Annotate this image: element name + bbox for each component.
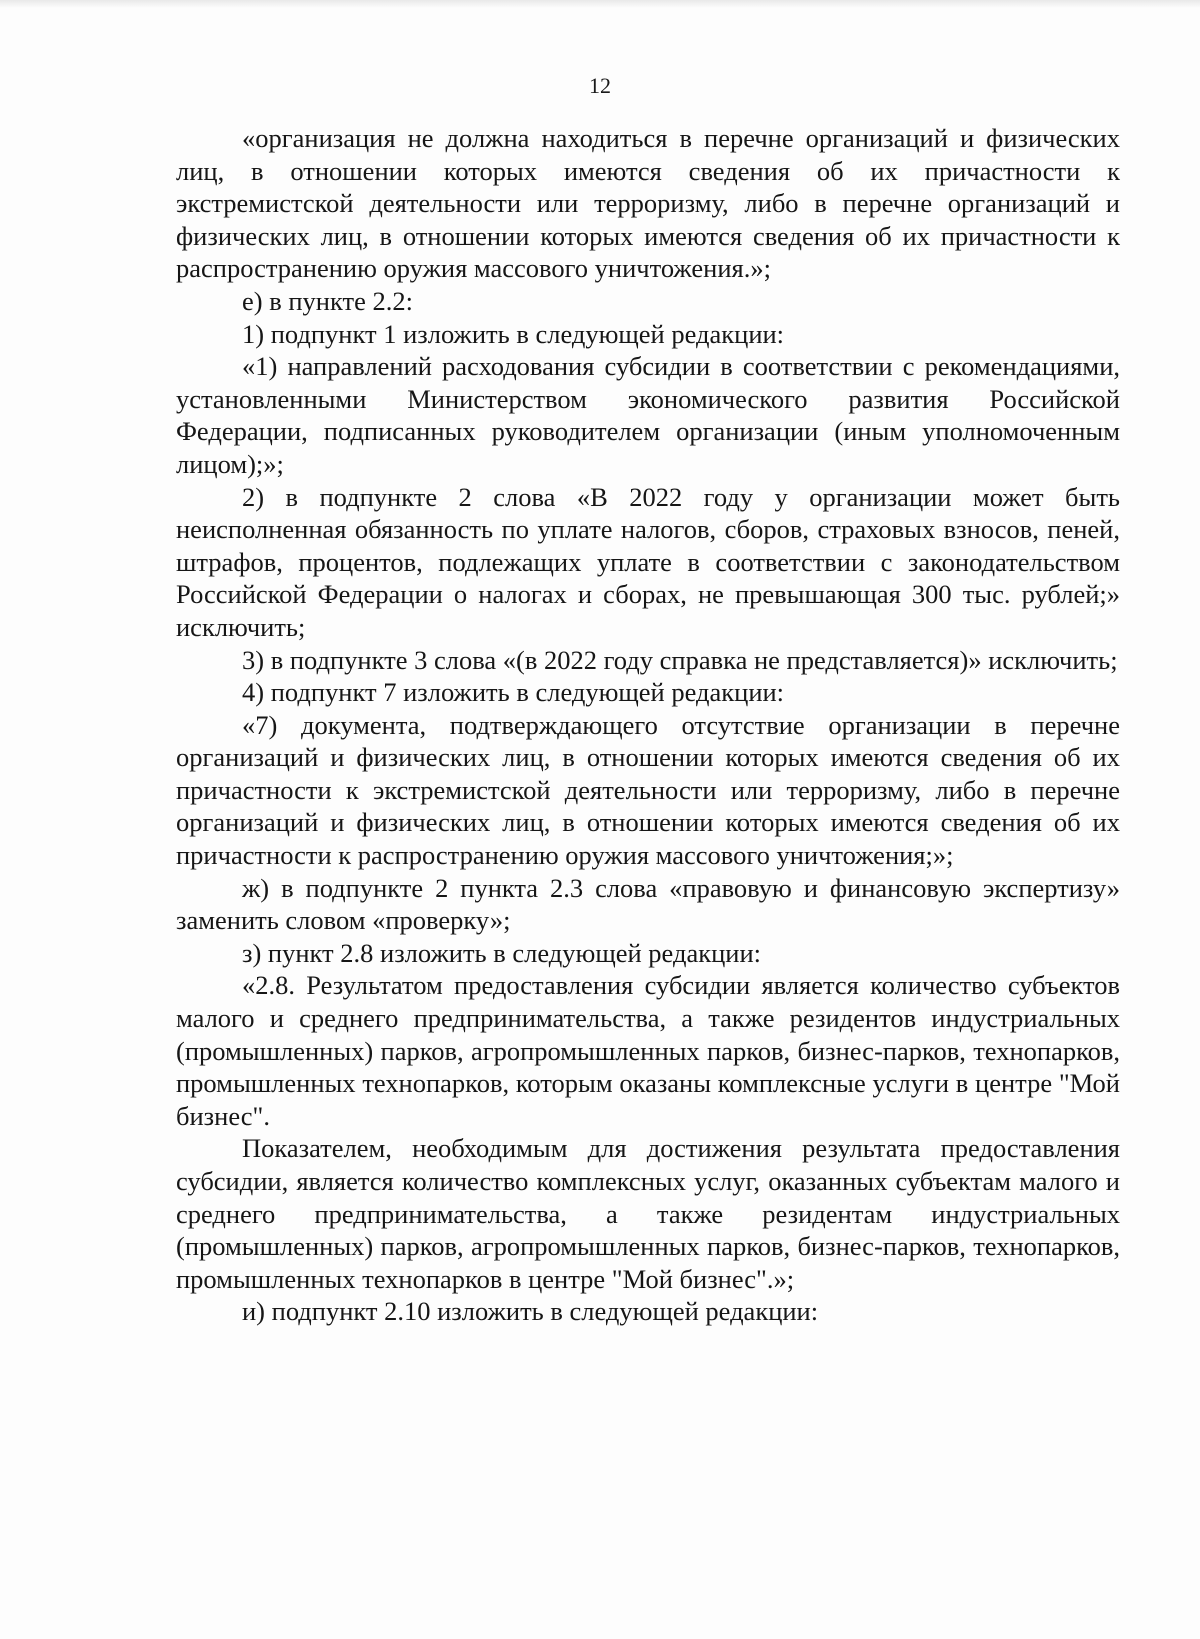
- paragraph-subitem-7-text: «7) документа, подтверждающего отсутствие организации в перечне организаций и физических лиц, в отношении которых имеются сведения об их причастности к экстремистской деятельности или терроризму, либо в перечне организаций и физических лиц, в отношении которых имеются сведения об их причастности к распространению оружия массового уничтожения;»;: [176, 709, 1120, 871]
- paragraph-item-z: з) пункт 2.8 изложить в следующей редакции:: [242, 937, 761, 968]
- paragraph-organization-requirement: «организация не должна находиться в перечне организаций и физических лиц, в отношении которых имеются сведения об их причастности к экстремистской деятельности или терроризму, либо в перечне организаций и физических лиц, в отношении которых имеются сведения об их причастности к распространению оружия массового уничтожения.»;: [176, 123, 1120, 284]
- paragraph-subitem-1: 1) подпункт 1 изложить в следующей редакции:: [242, 318, 785, 349]
- paragraph-indicator: Показателем, необходимым для достижения результата предоставления субсидии, является количество комплексных услуг, оказанных субъектам малого и среднего предпринимательства, а также резидентам индустриальных (промышленных) парков, агропромышленных парков, бизнес-парков, технопарков, промышленных технопарков в центре "Мой бизнес".»;: [176, 1133, 1120, 1294]
- paragraph-item-i: и) подпункт 2.10 изложить в следующей редакции:: [242, 1296, 819, 1327]
- paragraph-subitem-4: 4) подпункт 7 изложить в следующей редакции:: [242, 677, 785, 708]
- paragraph-subitem-1-text: «1) направлений расходования субсидии в соответствии с рекомендациями, установленными Министерством экономического развития Российской Федерации, подписанных руководителем организации (иным уполномоченным лицом);»;: [176, 351, 1120, 479]
- paragraph-subitem-2: 2) в подпункте 2 слова «В 2022 году у организации может быть неисполненная обязанность по уплате налогов, сборов, страховых взносов, пеней, штрафов, процентов, подлежащих уплате в соответствии с законодательством Российской Федерации о налогах и сборах, не превышающая 300 тыс. рублей;» исключить;: [176, 481, 1120, 642]
- page-number: 12: [589, 73, 611, 98]
- scan-edge: [0, 0, 1200, 8]
- paragraph-item-e: е) в пункте 2.2:: [242, 285, 413, 316]
- document-body: [176, 122, 1120, 1328]
- paragraph-result-2-8: «2.8. Результатом предоставления субсидии является количество субъектов малого и среднего предпринимательства, а также резидентов индустриальных (промышленных) парков, агропромышленных парков, бизнес-парков, технопарков, промышленных технопарков, которым оказаны комплексные услуги в центре "Мой бизнес".: [176, 970, 1120, 1131]
- paragraph-subitem-3: 3) в подпункте 3 слова «(в 2022 году справка не представляется)» исключить;: [242, 644, 1118, 675]
- paragraph-item-zh: ж) в подпункте 2 пункта 2.3 слова «правовую и финансовую экспертизу» заменить словом «проверку»;: [176, 872, 1120, 936]
